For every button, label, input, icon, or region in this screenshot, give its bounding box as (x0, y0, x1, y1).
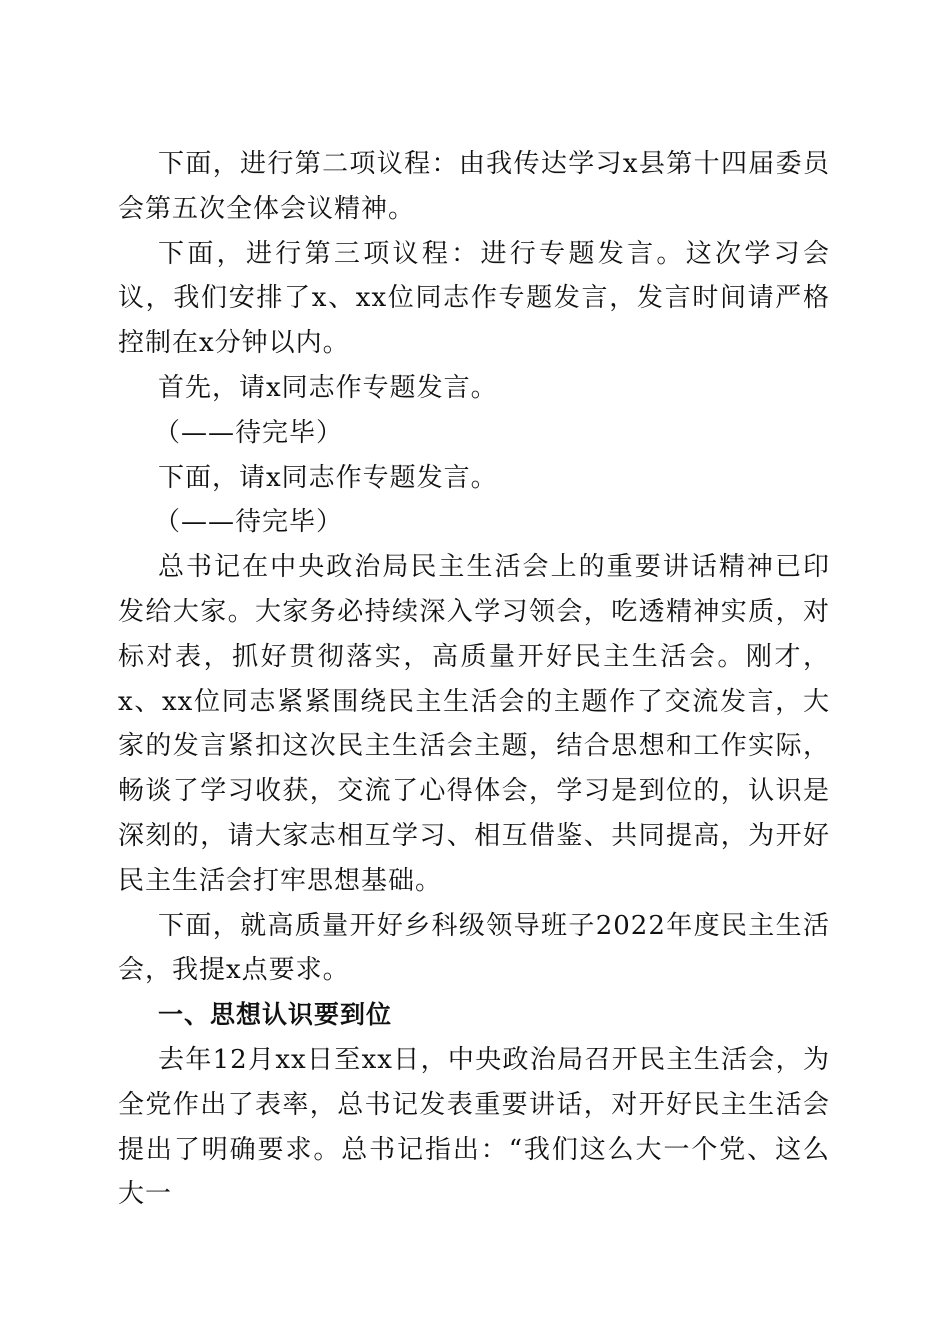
section-heading: 一、思想认识要到位 (158, 1000, 393, 1030)
paragraph-requirements-intro: 下面，就高质量开好乡科级领导班子2022年度民主生活会，我提x点要求。 (118, 910, 830, 986)
paragraph-next-speaker: 下面，请x同志作专题发言。 (158, 462, 498, 493)
paragraph-first-speaker: 首先，请x同志作专题发言。 (158, 372, 498, 403)
paragraph-section-body: 去年12月xx日至xx日，中央政治局召开民主生活会，为全党作出了表率，总书记发表重要讲话，对开好民主生活会提出了明确要求。总书记指出：“我们这么大一个党、这么大一 (118, 1044, 830, 1210)
note-pending: （——待完毕） (154, 417, 344, 448)
paragraph-agenda-item-3: 下面，进行第三项议程：进行专题发言。这次学习会议，我们安排了x、xx位同志作专题发言，发言时间请严格控制在x分钟以内。 (118, 238, 830, 359)
paragraph-agenda-item-2: 下面，进行第二项议程：由我传达学习x县第十四届委员会第五次全体会议精神。 (118, 149, 830, 224)
note-pending: （——待完毕） (154, 507, 344, 538)
paragraph-summary: 总书记在中央政治局民主生活会上的重要讲话精神已印发给大家。大家务必持续深入学习领会，吃透精神实质，对标对表，抓好贯彻落实，高质量开好民主生活会。刚才，x、xx位同志紧紧围绕民主生活会的主题作了交流发言，大家的发言紧扣这次民主生活会主题，结合思想和工作实际，畅谈了学习收获，交流了心得体会，学习是到位的，认识是深刻的，请大家志相互学习、相互借鉴、共同提高，为开好民主生活会打牢思想基础。 (118, 552, 830, 896)
document-page (118, 142, 830, 1217)
